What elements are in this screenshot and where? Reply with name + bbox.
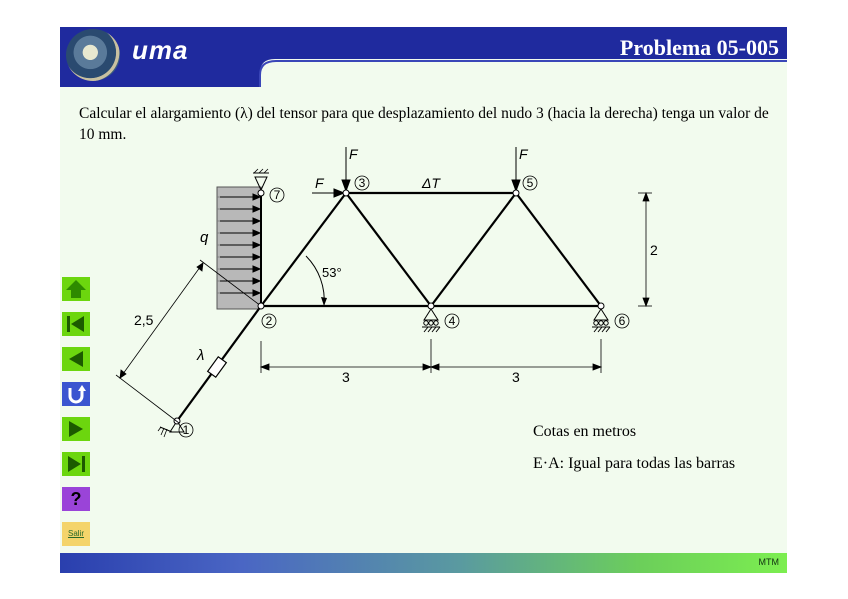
first-page-button[interactable] (62, 312, 90, 336)
footer-label: MTM (758, 557, 779, 567)
home-button[interactable] (62, 277, 90, 301)
dim-span-1-label: 3 (342, 369, 350, 385)
exit-button[interactable]: Salir (62, 522, 90, 546)
problem-statement: Calcular el alargamiento (λ) del tensor para que desplazamiento del nudo 3 (hacia la derecha) tenga un valor de 10 mm. (79, 105, 769, 143)
q-label: q (200, 229, 209, 246)
ea-note: E·A: Igual para todas las barras (533, 455, 736, 472)
loads (312, 147, 520, 197)
lambda-label: λ (197, 347, 205, 364)
load-f-node3: F (349, 146, 358, 162)
svg-text:4: 4 (448, 314, 456, 328)
dimension-spans (261, 339, 601, 373)
delta-t-label: ΔT (422, 175, 440, 191)
previous-page-button[interactable] (62, 347, 90, 371)
svg-text:1: 1 (182, 423, 190, 437)
support-node-4 (422, 309, 440, 332)
truss-bars (261, 193, 601, 306)
svg-text:5: 5 (526, 176, 534, 190)
angle-label: 53° (322, 265, 342, 280)
last-page-button[interactable] (62, 452, 90, 476)
svg-text:2: 2 (265, 314, 273, 328)
svg-text:3: 3 (358, 176, 366, 190)
next-page-button[interactable] (62, 417, 90, 441)
dim-tensor-label: 2,5 (134, 312, 154, 328)
distributed-load-arrows (220, 194, 260, 296)
support-node-6 (592, 309, 610, 332)
return-button[interactable] (62, 382, 90, 406)
dim-span-2-label: 3 (512, 369, 520, 385)
svg-text:6: 6 (618, 314, 626, 328)
problem-title: Problema 05-005 (619, 35, 779, 60)
brand-name: uma (132, 35, 189, 65)
slide (60, 27, 787, 573)
load-f-horizontal: F (315, 175, 324, 191)
load-f-node5: F (519, 146, 528, 162)
footer-bar (60, 553, 787, 573)
units-note: Cotas en metros (533, 423, 637, 440)
svg-text:7: 7 (273, 188, 281, 202)
help-button[interactable]: ? (62, 487, 90, 511)
dim-height-label: 2 (650, 242, 658, 258)
truss-figure (60, 27, 787, 553)
